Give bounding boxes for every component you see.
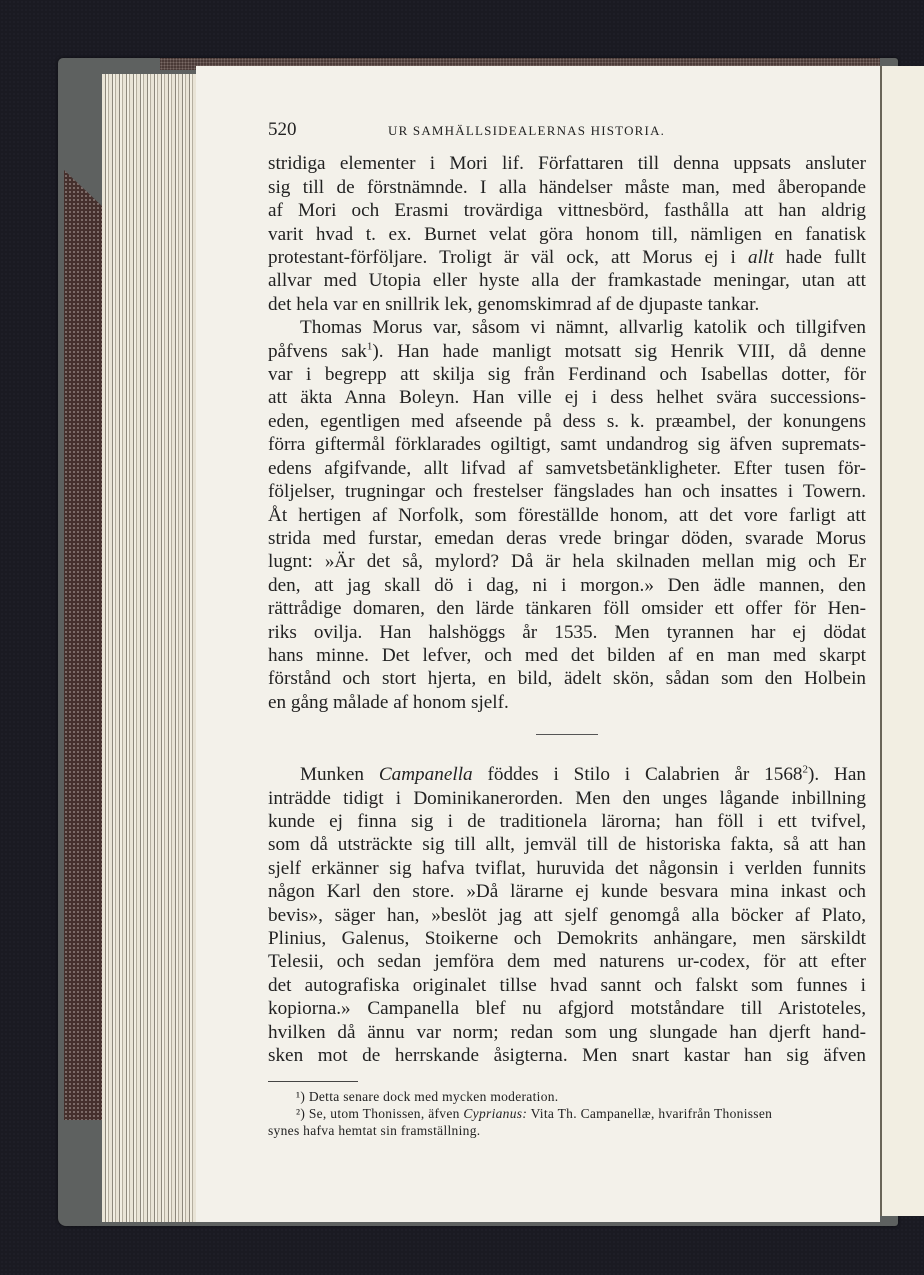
text-line [268,763,866,786]
text-line: bevis», säger han, »beslöt jag att sjelf genomgå alla böcker af Plato, [268,904,866,926]
text-line: edens afgifvande, allt lifvad af samvetsbetänkligheter. Efter tusen för- [268,457,866,479]
section-divider [536,734,598,735]
text-line: Thomas Morus var, såsom vi nämnt, allvarlig katolik och tillgifven [300,317,866,339]
text-line: kunde ej finna sig i de traditionela lärorna; han föll i ett tvifvel, [268,810,866,832]
text-line: af Mori och Erasmi trovärdiga vittnesbörd, fasthålla att han aldrig [268,200,866,222]
text-line: hvilken då ännu var norm; redan som ung slungade han djerft hand- [268,1021,866,1043]
text-segment: hade fullt [785,247,867,269]
text-line: kopiorna.» Campanella blef nu afgjord motståndare till Aristoteles, [268,998,866,1020]
text-line: den, att jag skall dö i dag, ni i morgon.» Den ädle mannen, den [268,574,866,596]
text-line: varit hvad t. ex. Burnet velat göra honom till, nämligen en fanatisk [268,223,866,245]
text-line: som då utsträckte sig till allt, jemväl till de historiska fakta, så att han [268,834,866,856]
paragraph-1 [268,152,866,316]
text-line: var i begrepp att skilja sig från Ferdinand och Isabellas dotter, för [268,364,866,386]
text-line: förstånd och stort hjerta, en bild, ädelt skön, sådan som den Holbein [268,668,866,690]
leather-binding-side [64,170,104,1120]
emphasis-text: Campanella [378,764,473,786]
page-text [268,118,866,1139]
page-stack-edge [102,74,198,1222]
emphasis-text: allt [747,247,774,269]
text-segment: ). Han [808,764,867,786]
text-segment: påfvens sak [268,340,367,362]
footnote-rule [268,1081,358,1082]
text-line: det hela var en snillrik lek, genomskimrad af de djupaste tankar. [268,293,760,315]
page-header [268,118,866,142]
footnote-2-continuation: synes hafva hemtat sin framställning. [268,1123,481,1139]
text-line: riks ovilja. Han halshöggs år 1535. Men tyrannen har ej dödat [268,621,866,643]
text-segment: Vita Th. Campanellæ, hvarifrån Thonissen [530,1106,773,1122]
footnotes [268,1088,866,1139]
text-line: Plinius, Galenus, Stoikerne och Demokrits anhängare, men särskildt [268,928,866,949]
text-segment: föddes i Stilo i Calabrien år 1568 [487,764,803,786]
text-line: strida med furstar, emedan deras vrede bringar döden, svarade Morus [268,527,866,549]
text-segment: ²) Se, utom Thonissen, äfven [296,1106,460,1122]
text-segment: protestant-förföljare. Troligt är väl ock, att Morus ej i [268,247,736,269]
text-line: stridiga elementer i Mori lif. Författaren till denna uppsats ansluter [268,153,866,175]
text-line: följelser, trugningar och frestelser fängslades han och insattes i Towern. [268,481,866,503]
text-line: allvar med Utopia eller hyste alla der framkastade meningar, utan att [268,270,866,292]
text-line: en gång målade af honom sjelf. [268,691,509,713]
text-line: någon Karl den store. »Då lärarne ej kunde besvara mina inkast och [268,881,866,903]
emphasis-text: Cyprianus: [463,1106,528,1122]
paragraph-3 [268,763,866,1067]
text-line: hans minne. Det lefver, och med det bilden af en man med skarpt [268,644,866,666]
text-line: Åt hertigen af Norfolk, som föreställde honom, att det vore farligt att [268,504,866,526]
footnote-2 [268,1105,866,1122]
facing-page-edge [880,66,924,1216]
paragraph-2 [268,316,866,714]
text-line: sken mot de herrskande åsigterna. Men snart kastar han sig äfven [268,1045,866,1067]
text-line: sig till de förstnämnde. I alla händelser måste man, med åberopande [268,176,866,198]
footnote-ref-2[interactable]: 2 [802,763,809,776]
text-segment: ). Han hade manligt motsatt sig Henrik VIII, då denne [372,340,867,362]
text-line: lugnt: »Är det så, mylord? Då är hela skilnaden mellan mig och Er [268,551,866,573]
footnote-ref-1[interactable]: 1 [366,340,373,353]
running-head: UR SAMHÄLLSIDEALERNAS HISTORIA. [388,123,666,138]
text-line: Telesii, och sedan jemföra dem med naturens ur-codex, för att efter [268,951,866,973]
footnote-1: ¹) Detta senare dock med mycken moderation. [296,1089,559,1105]
page-number: 520 [268,119,297,140]
text-line: rättrådige domaren, den lärde tänkaren föll omsider ett offer för Hen- [268,598,866,620]
text-line: det autografiska originalet tillse hvad sannt och falskt som funnes i [268,974,866,996]
text-line: eden, egentligen med afseende på dess s. k. præambel, der konungens [268,410,866,432]
text-line [268,340,866,363]
text-line: inträdde tidigt i Dominikanerorden. Men den unges lågande inbillning [268,787,866,809]
text-line: sjelf erkänner sig hafva tviflat, huruvida det någonsin i verlden funnits [268,857,866,879]
text-segment: Munken [300,764,364,786]
text-line: förra giftermål förklarades ogiltigt, samt undandrog sig äfven supremats- [268,434,866,456]
text-line [268,246,866,269]
text-line: att äkta Anna Boleyn. Han ville ej i dess helhet svära successions- [268,387,866,409]
